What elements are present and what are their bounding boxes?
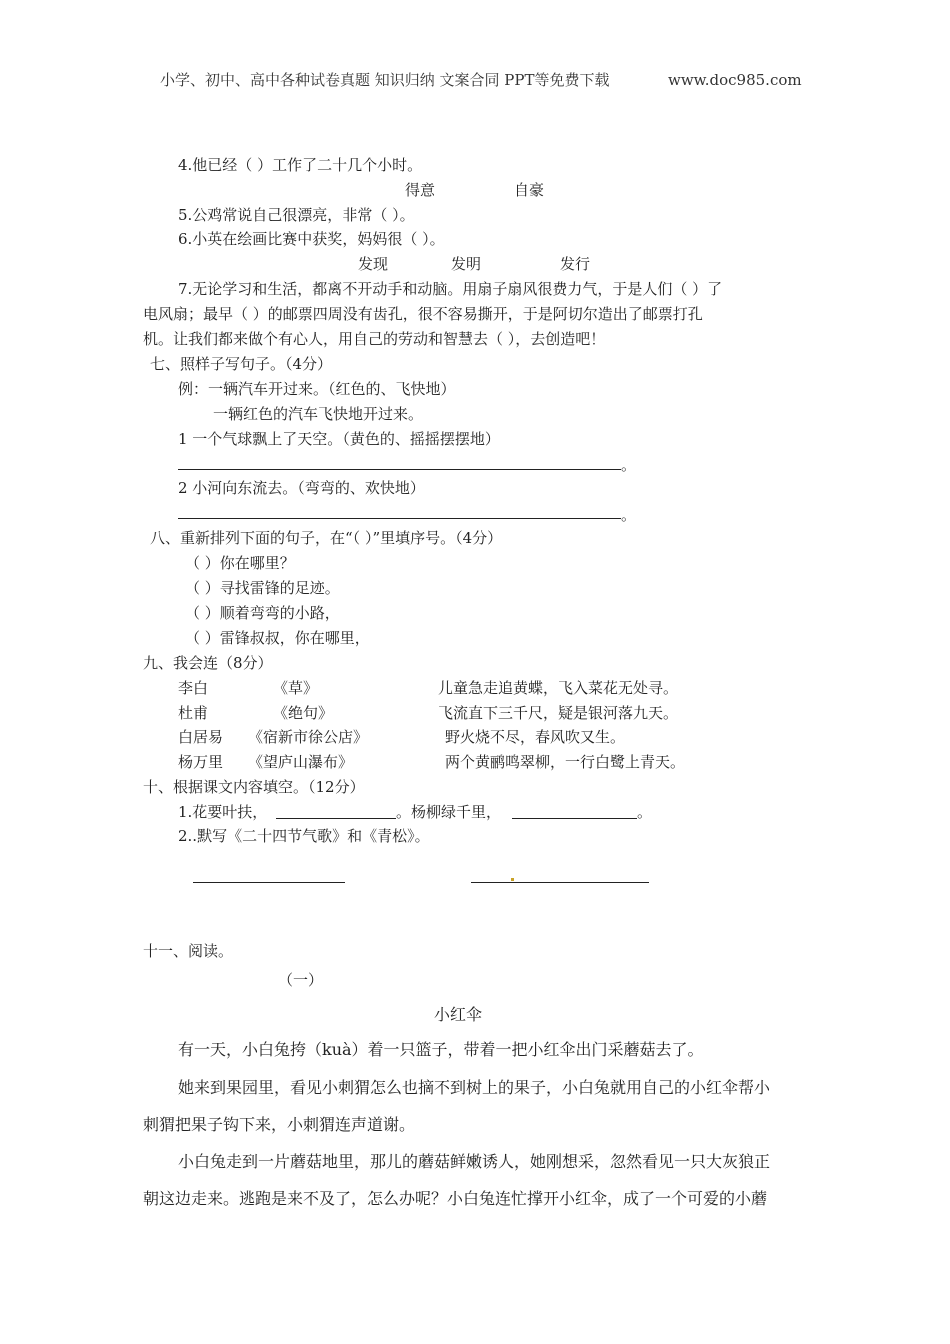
word-option: 发现 (358, 255, 389, 273)
q7-1: 1 一个气球飘上了天空。（黄色的、摇摇摆摆地） (178, 430, 500, 448)
order-item: （ ）顺着弯弯的小路， (185, 604, 340, 622)
poem-line: 飞流直下三千尺，疑是银河落九天。 (438, 704, 679, 722)
answer-line[interactable] (193, 882, 345, 883)
end-mark: 。 (621, 506, 637, 524)
q7-line: 机。让我们都来做个有心人，用自己的劳动和智慧去（ ），去创造吧！ (143, 330, 606, 348)
paragraph: 刺猬把果子钩下来，小刺猬连声道谢。 (143, 1115, 416, 1134)
fill-c: 。 (637, 803, 653, 821)
poem: 《宿新市徐公店》 (248, 728, 369, 746)
fill-b: 。杨柳绿千里， (396, 803, 502, 821)
poem-line: 野火烧不尽，春风吹又生。 (445, 728, 626, 746)
word-option: 发明 (451, 255, 482, 273)
order-item: （ ）你在哪里？ (185, 554, 295, 572)
paragraph: 有一天，小白兔挎（kuà）着一只篮子，带着一把小红伞出门采蘑菇去了。 (178, 1040, 704, 1059)
story-title: 小红伞 (434, 1005, 483, 1024)
poet: 杨万里 (178, 753, 224, 771)
poem: 《绝句》 (273, 704, 334, 722)
word-option: 得意 (405, 181, 436, 199)
paragraph: 小白兔走到一片蘑菇地里，那儿的蘑菇鲜嫩诱人，她刚想采，忽然看见一只大灰狼正 (178, 1152, 771, 1171)
part-label: （一） (278, 971, 324, 989)
paragraph: 她来到果园里，看见小刺猬怎么也摘不到树上的果子，小白兔就用自己的小红伞帮小 (178, 1078, 771, 1097)
poet: 李白 (178, 679, 209, 697)
q10-2: 2..默写《二十四节气歌》和《青松》。 (178, 827, 430, 845)
answer-line[interactable] (512, 818, 637, 819)
poem-line: 儿童急走追黄蝶，飞入菜花无处寻。 (438, 679, 679, 697)
order-item: （ ）雷锋叔叔，你在哪里， (185, 629, 370, 647)
end-mark: 。 (621, 456, 637, 474)
word-option: 自豪 (514, 181, 545, 199)
section-title: 十、根据课文内容填空。（12分） (143, 778, 365, 796)
example: 例：一辆汽车开过来。（红色的、飞快地） (178, 380, 456, 398)
order-item: （ ）寻找雷锋的足迹。 (185, 579, 340, 597)
header-url[interactable]: www.doc985.com (668, 71, 802, 89)
answer-line[interactable] (276, 818, 396, 819)
poet: 杜甫 (178, 704, 209, 722)
poem-line: 两个黄鹂鸣翠柳，一行白鹭上青天。 (445, 753, 686, 771)
answer-line[interactable] (178, 518, 621, 519)
poet: 白居易 (178, 728, 224, 746)
q6: 6.小英在绘画比赛中获奖，妈妈很（ ）。 (178, 230, 445, 248)
q7-line: 7.无论学习和生活，都离不开动手和动脑。用扇子扇风很费力气，于是人们（ ）了 (178, 280, 723, 298)
header-left: 小学、初中、高中各种试卷真题 知识归纳 文案合同 PPT等免费下载 (160, 71, 610, 89)
q7-2: 2 小河向东流去。（弯弯的、欢快地） (178, 479, 425, 497)
answer-line[interactable] (471, 882, 649, 883)
fill-a: 1.花要叶扶， (178, 803, 268, 821)
poem: 《草》 (273, 679, 319, 697)
word-option: 发行 (560, 255, 591, 273)
section-title: 七、照样子写句子。（4分） (150, 355, 333, 373)
example-answer: 一辆红色的汽车飞快地开过来。 (213, 405, 424, 423)
q7-line: 电风扇；最早（ ）的邮票四周没有齿孔，很不容易撕开，于是阿切尔造出了邮票打孔 (143, 305, 703, 323)
q4: 4.他已经（ ）工作了二十几个小时。 (178, 156, 423, 174)
answer-line[interactable] (178, 469, 621, 470)
section-title: 八、重新排列下面的句子，在“（ ）”里填序号。（4分） (150, 529, 503, 547)
section-title: 十一、阅读。 (143, 942, 234, 960)
q5: 5.公鸡常说自己很漂亮，非常（ ）。 (178, 206, 415, 224)
poem: 《望庐山瀑布》 (248, 753, 354, 771)
decoration-dot (511, 878, 514, 881)
paragraph: 朝这边走来。逃跑是来不及了，怎么办呢？小白兔连忙撑开小红伞，成了一个可爱的小蘑 (143, 1189, 768, 1208)
section-title: 九、我会连（8分） (143, 654, 273, 672)
